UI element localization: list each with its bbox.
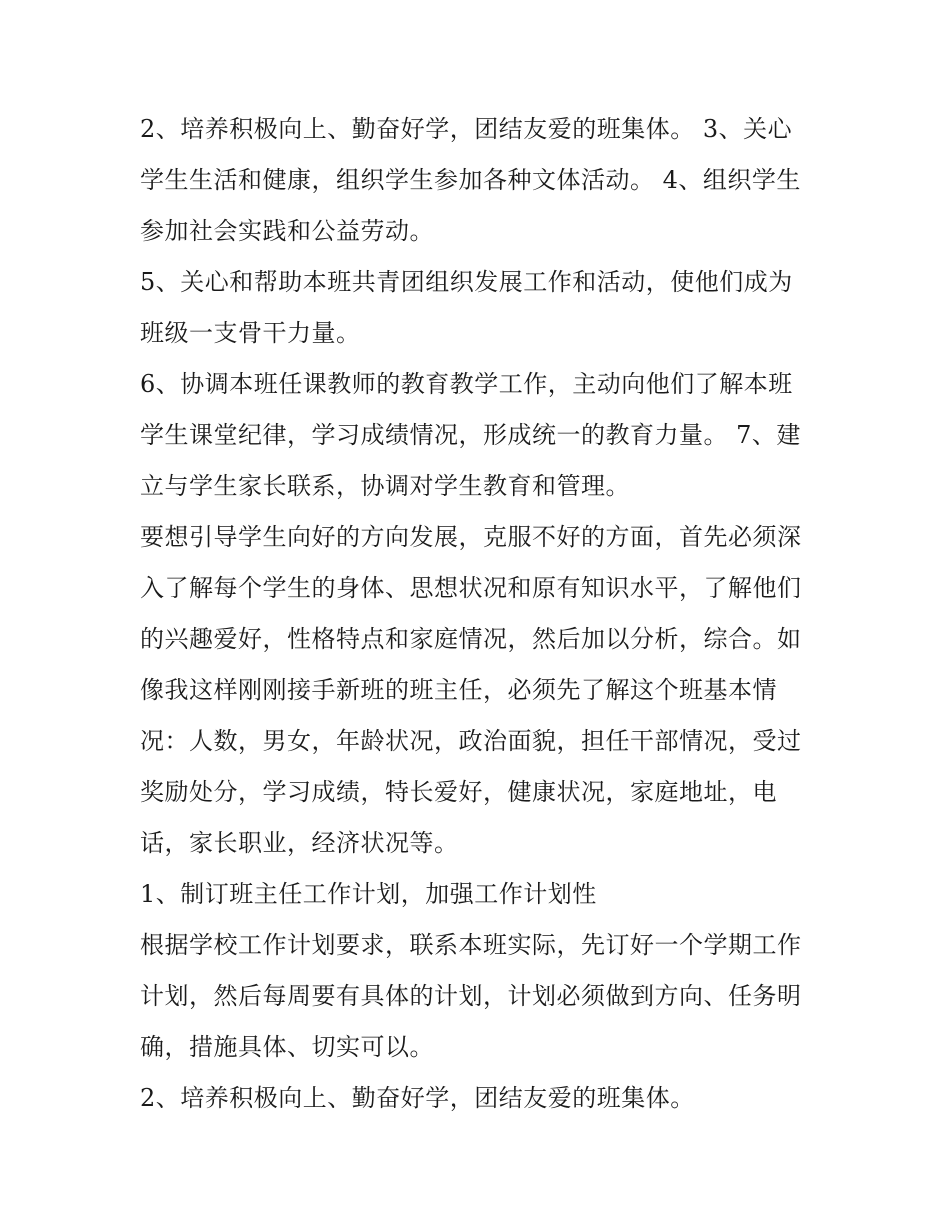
document-body <box>140 104 830 1124</box>
text-line: 学生生活和健康，组织学生参加各种文体活动。 4、组织学生 <box>140 166 801 194</box>
text-line: 学生课堂纪律，学习成绩情况，形成统一的教育力量。 7、建 <box>140 421 801 449</box>
text-line: 5、关心和帮助本班共青团组织发展工作和活动，使他们成为 <box>140 268 793 296</box>
text-line: 的兴趣爱好，性格特点和家庭情况，然后加以分析，综合。如 <box>140 625 802 653</box>
text-line: 像我这样刚刚接手新班的班主任，必须先了解这个班基本情 <box>140 676 777 704</box>
text-line: 奖励处分，学习成绩，特长爱好，健康状况，家庭地址，电 <box>140 778 777 806</box>
text-line: 话，家长职业，经济状况等。 <box>140 829 459 857</box>
text-line: 根据学校工作计划要求，联系本班实际，先订好一个学期工作 <box>140 931 802 959</box>
text-line: 入了解每个学生的身体、思想状况和原有知识水平，了解他们 <box>140 574 802 602</box>
text-line: 2、培养积极向上、勤奋好学，团结友爱的班集体。 <box>140 1084 695 1112</box>
text-line: 况：人数，男女，年龄状况，政治面貌，担任干部情况，受过 <box>140 727 802 755</box>
text-line: 参加社会实践和公益劳动。 <box>140 217 434 245</box>
text-line: 1、制订班主任工作计划，加强工作计划性 <box>140 880 597 908</box>
text-line: 班级一支骨干力量。 <box>140 319 361 347</box>
text-line: 确，措施具体、切实可以。 <box>140 1033 434 1061</box>
text-line: 6、协调本班任课教师的教育教学工作，主动向他们了解本班 <box>140 370 793 398</box>
text-line: 立与学生家长联系，协调对学生教育和管理。 <box>140 472 630 500</box>
text-line: 2、培养积极向上、勤奋好学，团结友爱的班集体。 3、关心 <box>140 115 793 143</box>
text-line: 计划，然后每周要有具体的计划，计划必须做到方向、任务明 <box>140 982 802 1010</box>
text-line: 要想引导学生向好的方向发展，克服不好的方面，首先必须深 <box>140 523 802 551</box>
